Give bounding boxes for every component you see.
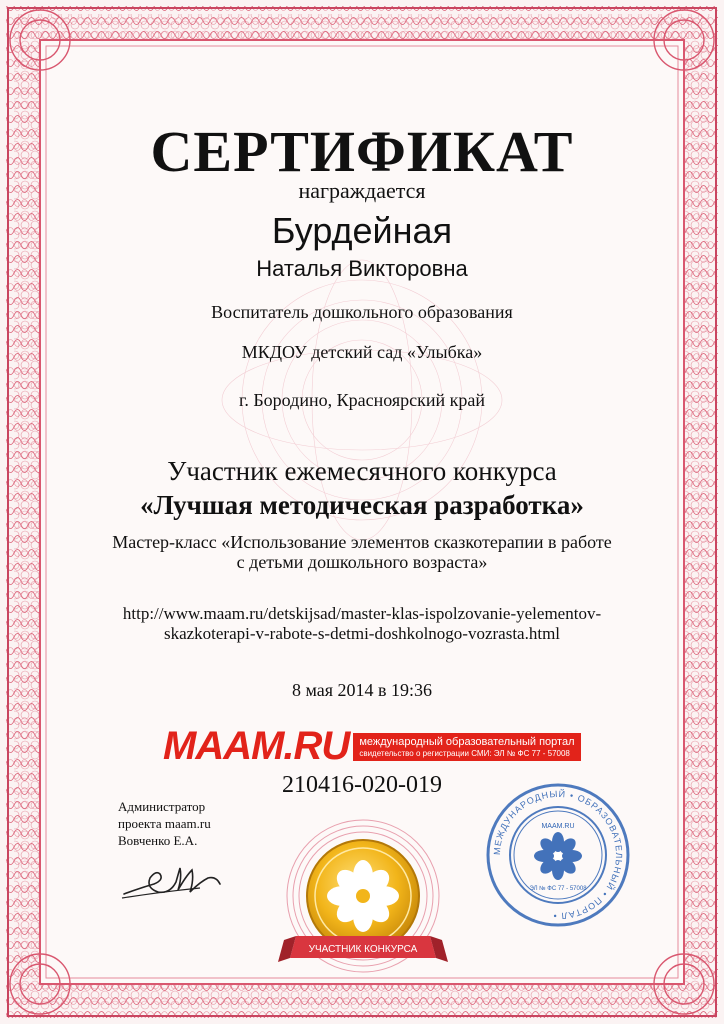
admin-title: Администратор [118,799,206,814]
contest-name: «Лучшая методическая разработка» [140,490,584,520]
awarded-label: награждается [298,178,426,203]
logo-registration: свидетельство о регистрации СМИ: ЭЛ № ФС 77 - 57008 [359,748,570,758]
certificate-title: СЕРТИФИКАТ [150,119,574,184]
participant-medal [274,818,452,990]
stamp-ring-text: МЕЖДУНАРОДНЫЙ • ОБРАЗОВАТЕЛЬНЫЙ • ПОРТАЛ • [491,788,625,922]
work-url-line-1[interactable]: http://www.maam.ru/detskijsad/master-klas-ispolzovanie-yelementov- [122,604,602,623]
logo-tagline: международный образовательный портал [359,735,575,748]
work-url-line-2[interactable]: skazkoterapi-v-rabote-s-detmi-doshkolnogo-vozrasta.html [163,624,561,643]
work-title-line-1: Мастер-класс «Использование элементов сказкотерапии в работе [112,532,612,552]
admin-name: Вовченко Е.А. [118,833,198,848]
issue-date: 8 мая 2014 в 19:36 [291,680,433,700]
stamp-center-text: MAAM.RU [541,823,575,830]
recipient-city: г. Бородино, Красноярский край [238,390,485,410]
signature-image [120,858,230,902]
official-stamp [483,780,633,930]
recipient-surname: Бурдейная [271,210,453,251]
admin-block [118,798,211,849]
maam-logo [163,724,581,768]
recipient-given-names: Наталья Викторовна [256,256,468,281]
logo-domain: .RU [283,724,350,768]
logo-name: MAAM [163,724,284,768]
participant-line: Участник ежемесячного конкурса [167,456,557,486]
logo-strip [353,733,580,761]
recipient-organization: МКДОУ детский сад «Улыбка» [241,342,483,362]
recipient-position: Воспитатель дошкольного образования [211,302,513,322]
stamp-bottom-text: ЭЛ № ФС 77 - 57008 [529,886,587,892]
medal-ribbon-text: УЧАСТНИК КОНКУРСА [308,944,418,955]
certificate-number: 210416-020-019 [282,772,442,798]
work-title-line-2: с детьми дошкольного возраста» [236,552,488,572]
admin-project: проекта maam.ru [118,816,211,831]
maam-logo-wordmark [163,724,350,768]
